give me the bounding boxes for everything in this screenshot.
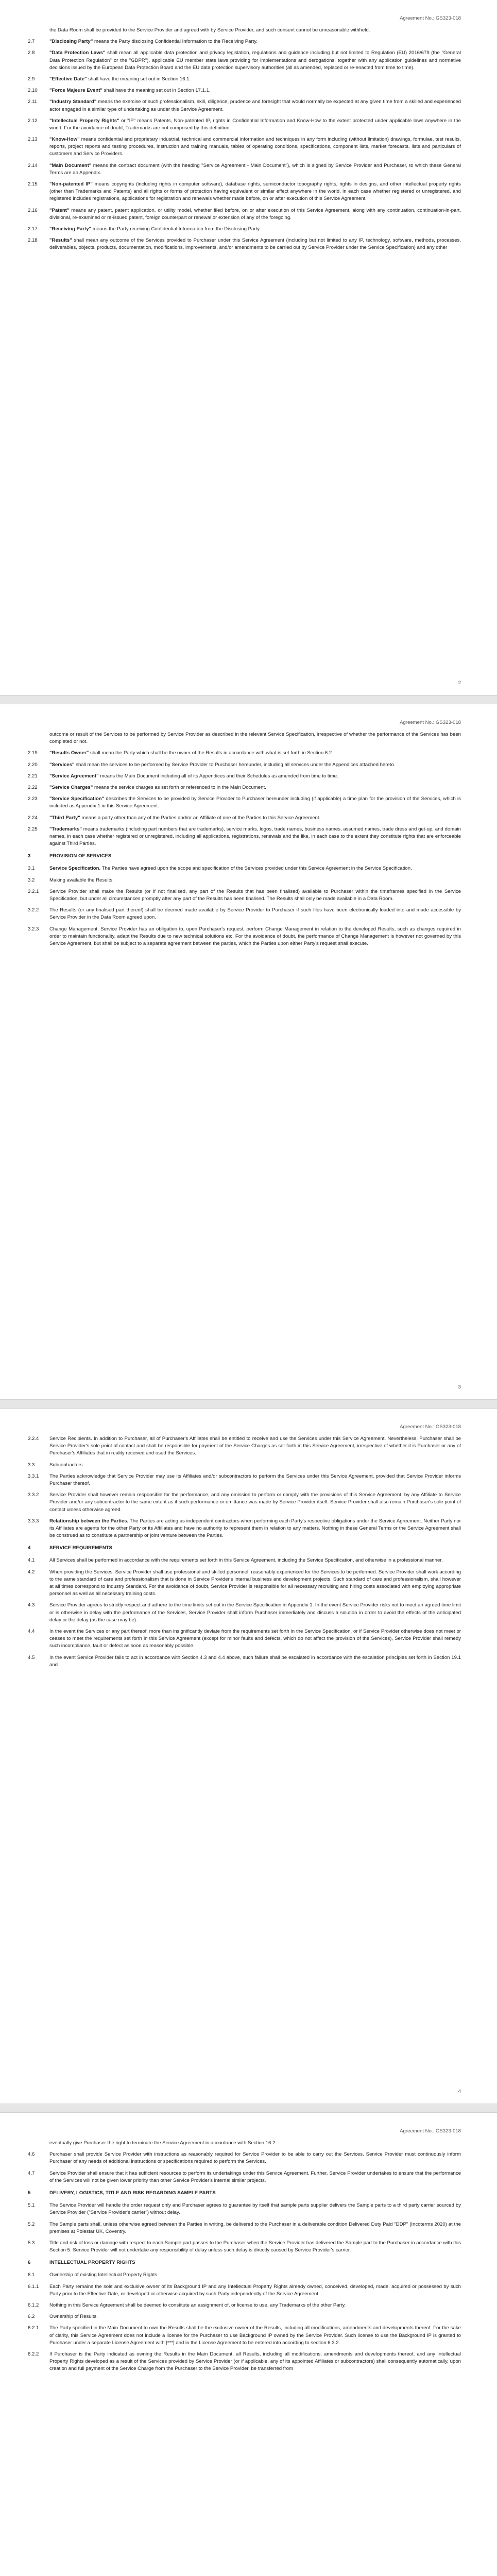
document-page [0, 704, 497, 1399]
clause-body: eventually give Purchaser the right to terminate the Service Agreement in accordance with Section 16.2. [49, 2140, 277, 2146]
clause-number: 2.8 [28, 50, 35, 56]
clause-number: 3.3.1 [28, 1473, 39, 1479]
clause-number: 2.15 [28, 181, 38, 187]
page-number: 4 [458, 2089, 461, 2094]
clause-body: outcome or result of the Services to be performed by Service Provider as described in the relevant Service Specification, irrespective of whether the performance of the Services has been completed or not. [49, 732, 461, 745]
clause [28, 1628, 461, 1650]
clause-text [49, 761, 461, 769]
clause-text [49, 117, 461, 132]
clause-number: 6.1 [28, 2272, 35, 2278]
clause-body: means the contract document (with the heading "Service Agreement - Main Document"), which is signed by Service Provider and Purchaser, to which these General Terms are an Appendix. [49, 162, 461, 176]
defined-term: "Trademarks" [49, 826, 82, 832]
defined-term: "Service Charges" [49, 784, 93, 790]
clause-number: 3.1 [28, 866, 35, 872]
section-heading [28, 2190, 461, 2197]
page-separator [0, 1399, 497, 1409]
clause-number: 3.2.3 [28, 926, 39, 932]
clause-body: When providing the Services, Service Provider shall use professional and skilled personnel, reasonably experienced for the Services to be performed. Service Provider shall work according to the same standard of care and professionalism that is done in Service Provider's internal business and development projects. Such standard of care and professionalism, shall however at all times correspond to Industry Standard. For the avoidance of doubt, Service Provider is responsible for all necessary recruiting and hiring costs associated with employing appropriate personnel as well as all necessary training costs. [49, 1569, 461, 1597]
defined-term: "Industry Standard" [49, 99, 97, 105]
clause-text [49, 87, 461, 94]
clause-body: means the service charges as set forth or referenced to in the Main Document. [93, 784, 266, 790]
clause [28, 795, 461, 810]
page-separator [0, 695, 497, 704]
clause-text [49, 181, 461, 203]
defined-term: Relationship between the Parties. [49, 1518, 129, 1524]
clause-body: SERVICE REQUIREMENTS [49, 1545, 112, 1551]
clause-number: 6.1.2 [28, 2302, 39, 2308]
clause-number: 6.2 [28, 2314, 35, 2320]
document-page [0, 2113, 497, 2576]
clause-text [49, 2259, 461, 2266]
clause-body: the Data Room shall be provided to the Service Provider and agreed with by Service Provider, and such consent cannot be unreasonable withheld. [49, 27, 370, 33]
clause-number: 2.9 [28, 76, 35, 82]
clause-text [49, 1557, 461, 1564]
page-separator [0, 2104, 497, 2113]
clause [28, 731, 461, 745]
clause-body: shall mean the services to be performed by Service Provider to Purchaser hereunder, including all services under the Appendices attached hereto. [74, 761, 396, 768]
clause-number: 3 [28, 853, 31, 859]
clause-body: In the event Service Provider fails to act in accordance with Section 4.3 and 4.4 above, such failure shall be escalated in accordance with the escalation principles set forth in Section 19.1 and [49, 1654, 461, 1668]
defined-term: Service Specification. [49, 866, 101, 872]
clause-body: Service Recipients. In addition to Purchaser, all of Purchaser's Affiliates shall be entitled to receive and use the Services under this Service Agreement. Nevertheless, Purchaser shall be Service Provider's sole point of contact and shall be responsible for payment of the Service Charges as set forth in this Service Agreement, irrespective of whether it is Purchaser or any of Purchaser's Affiliates that in reality received and used the Services. [49, 1436, 461, 1456]
clause-text [49, 49, 461, 72]
clause-text [49, 162, 461, 177]
clause-body: The Parties have agreed upon the scope and specification of the Services provided under this Service Agreement in the Service Specification. [100, 866, 412, 872]
clause-number: 4.7 [28, 2170, 35, 2176]
clause [28, 865, 461, 872]
clause [28, 2283, 461, 2298]
page-number: 2 [458, 680, 461, 686]
defined-term: "Service Specification" [49, 796, 105, 802]
defined-term: "Know-How" [49, 137, 80, 143]
clause-text [49, 784, 461, 791]
clause-number: 4.6 [28, 2151, 35, 2158]
document-page [0, 0, 497, 695]
defined-term: "Non-patented IP" [49, 181, 93, 187]
clause [28, 2351, 461, 2373]
clause-body: The Party specified in the Main Document to own the Results shall be the exclusive owner of the Results, including all modifications, amendments and developments thereof. For the sake of clarity, this Service Agreement does not include a license for the Purchaser to use Background IP owned by the Service Provider. Such license to use the Background IP is granted to Purchaser under a separate License Agreement with [***] and in the License Agreement to be entered into according to section 6.3.2. [49, 2325, 461, 2346]
clause-body: shall mean the Party which shall be the owner of the Results in accordance with what is set forth in Section 6.2. [89, 750, 333, 756]
clause-text [49, 1473, 461, 1487]
clause-text [49, 1569, 461, 1598]
clause-body: means confidential and proprietary industrial, technical and commercial information and techniques in any form including (without limitation) drawings, formulae, test results, reports, project reports and testing procedures, instruction and training manuals, tables of operating conditions, specifications, component lists, market forecasts, lists and particulars of customers and Service Providers. [49, 137, 461, 157]
clause [28, 926, 461, 948]
clause-body: Purchaser shall provide Service Provider with instructions as reasonably required for Service Provider to be able to carry out the Services. Service Provider must continuously inform Purchaser of any needs of additional instructions or specifications required to perform the Services. [49, 2151, 461, 2165]
page-content [28, 731, 461, 952]
clause-body: The Parties acknowledge that Service Provider may use its Affiliates and/or subcontractors to perform the Services under this Service Agreement, provided that Service Provider informs Purchaser thereof. [49, 1473, 461, 1486]
defined-term: "Intellectual Property Rights" [49, 117, 119, 124]
agreement-reference: Agreement No.: GS323-018 [400, 1424, 461, 1430]
clause [28, 877, 461, 884]
clause-body: means a party other than any of the Parties and/or an Affiliate of one of the Parties to this Service Agreement. [80, 815, 321, 821]
clause-number: 5 [28, 2190, 31, 2196]
clause-number: 6.2.1 [28, 2325, 39, 2331]
clause-text [49, 1602, 461, 1624]
clause-body: or "IP" means Patents, Non-patented IP, rights in Confidential Information and Know-How to the extent protected under applicable laws anywhere in the world. For the avoidance of doubt, Trademarks are not comprised by this definition. [49, 117, 461, 131]
defined-term: "Results Owner" [49, 750, 89, 756]
clause-text [49, 76, 461, 83]
clause-text [49, 907, 461, 921]
clause-text [49, 2140, 461, 2147]
clause-text [49, 853, 461, 860]
clause-number: 6 [28, 2260, 31, 2266]
clause-body: Change Management. Service Provider has an obligation to, upon Purchaser's request, perform Change Management in relation to the developed Results, such as changes required in order to maintain functionality, adapt the Results due to new technical solutions etc. For the avoidance of doubt, the performance of Change Management is however not governed by this Service Agreement, but shall be subject to a separate agreement between the parties, which the Parties upon either Party's request shall execute. [49, 926, 461, 946]
clause-body: Service Provider shall make the Results (or if not finalised, any part of the Results that has been finalised) available to Purchaser within the timeframes specified in the Service Specification, but under all circumstances promptly after any part of the Results has been finalised. The Results shall only be made available in a Data Room. [49, 888, 461, 902]
clause-body: Subcontractors. [49, 1462, 84, 1468]
clause-body: DELIVERY, LOGISTICS, TITLE AND RISK REGARDING SAMPLE PARTS [49, 2190, 216, 2196]
defined-term: "Disclosing Party" [49, 39, 93, 45]
clause-text [49, 2283, 461, 2298]
clause [28, 784, 461, 791]
clause-body: means copyrights (including rights in computer software), database rights, semiconductor topography rights, rights in designs, and other intellectual property rights (other than Trademarks and Patents) and all rights or forms of protection having equivalent or similar effect anywhere in the world, in each case whether registered or unregistered, and registered includes registrations, applications for registration and renewals whether made before, on or after execution of this Service Agreement. [49, 181, 461, 202]
clause-text [49, 2221, 461, 2235]
clause-body: describes the Services to be provided by Service Provider to Purchaser hereunder including (if applicable) a time plan for the provision of the Services, which is included as Appendix 1 in this Service Agreement. [49, 796, 461, 809]
clause-text [49, 826, 461, 848]
clause-number: 2.21 [28, 773, 38, 779]
clause-body: Service Provider agrees to strictly respect and adhere to the time limits set out in the Service Specification in Appendix 1. In the event Service Provider risks not to meet an agreed time limit or is otherwise in delay with the performance of the Services, Service Provider shall inform Purchaser immediately and discuss a solution in order to avoid the effects of the anticipated delay or the delay (as the case may be). [49, 1602, 461, 1623]
clause [28, 2140, 461, 2147]
clause-body: Ownership of Results. [49, 2314, 98, 2320]
clause-text [49, 1462, 461, 1469]
document-page [0, 1409, 497, 2104]
defined-term: "Data Protection Laws" [49, 50, 106, 56]
clause-number: 5.3 [28, 2240, 35, 2246]
clause-text [49, 1518, 461, 1540]
page-content [28, 1435, 461, 1673]
clause-number: 2.20 [28, 761, 38, 768]
agreement-reference: Agreement No.: GS323-018 [400, 720, 461, 725]
clause-number [28, 27, 49, 34]
clause-text [49, 1545, 461, 1552]
clause-text [49, 2325, 461, 2347]
clause-number: 3.3.2 [28, 1492, 39, 1498]
clause-number: 2.10 [28, 88, 38, 94]
clause-body: Title and risk of loss or damage with respect to each Sample part passes to the Purchaser when the Service Provider has delivered the Sample part to the Purchaser in accordance with this Section 5. Service Provider will not undertake any responsibility of delay unless such delay is directly caused by Service Provider's carrier. [49, 2240, 461, 2253]
defined-term: "Receiving Party" [49, 226, 92, 232]
agreement-reference: Agreement No.: GS323-018 [400, 2128, 461, 2134]
clause [28, 1602, 461, 1624]
clause-number: 2.24 [28, 815, 38, 821]
defined-term: "Patent" [49, 207, 70, 213]
clause-body: Ownership of existing Intellectual Property Rights. [49, 2272, 159, 2278]
clause-number: 4.2 [28, 1569, 35, 1575]
clause-text [49, 2302, 461, 2309]
clause-text [49, 1628, 461, 1650]
clause-body: means the Party disclosing Confidential Information to the Receiving Party. [93, 39, 258, 45]
clause-body: shall mean any outcome of the Services provided to Purchaser under this Service Agreement (including but not limited to any IP, technology, software, methods, processes, deliverables, objects, products, documentation, modifications, improvements, and/or amendments to be carried out by Service Provider under the Service Specification) and any other [49, 238, 461, 251]
clause [28, 1557, 461, 1564]
clause-number: 3.2.4 [28, 1436, 39, 1442]
clause-number: 2.18 [28, 238, 38, 244]
clause-text [49, 27, 461, 34]
clause [28, 2151, 461, 2165]
page-content [28, 27, 461, 256]
clause [28, 1462, 461, 1469]
clause-number: 4.4 [28, 1628, 35, 1634]
clause [28, 207, 461, 222]
clause-number: 6.1.1 [28, 2283, 39, 2290]
page-content [28, 2140, 461, 2377]
clause-number: 2.14 [28, 162, 38, 168]
clause-body: INTELLECTUAL PROPERTY RIGHTS [49, 2260, 135, 2266]
clause [28, 826, 461, 848]
clause-body: Service Provider shall however remain responsible for the performance, and any omission to perform or comply with the provisions of this Service Agreement, by any Affiliate to Service Provider and/or any subcontractor to the same extent as if such performance or omittance was made by Service Provider itself. Service Provider shall also remain Purchaser's sole point of contact unless otherwise agreed. [49, 1492, 461, 1513]
clause-text [49, 1492, 461, 1514]
clause-number: 3.2 [28, 877, 35, 883]
clause-number: 2.25 [28, 826, 38, 832]
clause-body: The Results (or any finalised part thereof) shall be deemed made available by Service Provider to Purchaser if such files have been electronically loaded into and made accessible by Service Provider in the Data Room agreed upon. [49, 907, 461, 921]
section-heading [28, 1545, 461, 1552]
clause-number: 6.2.2 [28, 2351, 39, 2357]
section-heading [28, 2259, 461, 2266]
clause [28, 181, 461, 203]
clause [28, 1518, 461, 1540]
clause-number: 2.22 [28, 784, 38, 790]
page-number: 3 [458, 1384, 461, 1390]
clause [28, 226, 461, 233]
clause-number: 2.16 [28, 207, 38, 213]
clause-number [28, 2140, 49, 2147]
clause-body: means the exercise of such professionalism, skill, diligence, prudence and foresight that would normally be expected at any given time from a skilled and experienced actor engaged in a similar type of undertaking as under this Service Agreement. [49, 99, 461, 112]
clause [28, 2221, 461, 2235]
clause-text [49, 2272, 461, 2279]
clause-text [49, 2313, 461, 2320]
clause-body: The Parties are acting as independent contractors when performing each Party's respective obligations under the Service Agreement. Neither Party nor its Affiliates are agents for the other Party or its Affiliates and have no authority to represent them in relation to any matters. Nothing in these General Terms or the Service Agreement shall be construed as to constitute a partnership or joint venture between the Parties. [49, 1518, 461, 1539]
clause-text [49, 731, 461, 745]
clause-text [49, 2170, 461, 2184]
clause-number: 5.2 [28, 2221, 35, 2227]
clause-text [49, 773, 461, 780]
clause-number: 2.7 [28, 39, 35, 45]
clause-body: All Services shall be performed in accordance with the requirements set forth in this Service Agreement, including the Service Specification, and otherwise in a professional manner. [49, 1557, 443, 1564]
clause-body: Nothing in this Service Agreement shall be deemed to constitute an assignment of, or license to use, any Trademarks of the other Party. [49, 2302, 346, 2308]
clause-text [49, 2240, 461, 2254]
clause-body: means trademarks (including part numbers that are trademarks), service marks, logos, trade names, business names, assumed names, trade dress and get-up, and domain names, in each case whether registered or unregistered, including all applications, registrations, renewals and the like, in each case to the extent they constitute rights that are enforceable against Third Parties. [49, 826, 461, 847]
clause-number: 2.19 [28, 750, 38, 756]
clause [28, 2313, 461, 2320]
clause-text [49, 795, 461, 810]
clause-number: 3.2.1 [28, 888, 39, 894]
clause [28, 117, 461, 132]
clause-number: 4.1 [28, 1557, 35, 1564]
clause-text [49, 877, 461, 884]
clause-body: PROVISION OF SERVICES [49, 853, 112, 859]
clause-text [49, 750, 461, 757]
clause-text [49, 888, 461, 903]
clause-number: 3.2.2 [28, 907, 39, 913]
clause-text [49, 226, 461, 233]
clause-text [49, 237, 461, 251]
clause [28, 162, 461, 177]
clause [28, 98, 461, 113]
defined-term: "Services" [49, 761, 75, 768]
clause-body: shall mean all applicable data protection and privacy legislation, regulations and guidance including but not limited to Regulation (EU) 2016/679 (the "General Data Protection Regulation" or the "GDPR"), applicable EU member state laws providing for implementations and derogations, together with any application guidelines and normative decisions issued by the European Data Protection Board and the EU data protection supervisory authorities (all as amended, replaced or re-enacted from time to time). [49, 50, 461, 71]
defined-term: "Service Agreement" [49, 773, 99, 779]
clause-text [49, 815, 461, 822]
agreement-reference: Agreement No.: GS323-018 [400, 15, 461, 21]
defined-term: "Effective Date" [49, 76, 87, 82]
clause-text [49, 98, 461, 113]
clause-body: In the event the Services or any part thereof, more than insignificantly deviate from the requirements set forth in the Service Specification, or if Service Provider otherwise does not meet or ceases to meet the requirements set forth in this Service Agreement (except for minor faults and defects, which do not affect the provision of the Services), Service Provider shall remedy such incompliance, fault or defect as soon as reasonably possible. [49, 1628, 461, 1649]
clause-body: The Service Provider will handle the order request only and Purchaser agrees to guarantee by itself that sample parts supplier delivers the Sample parts to a third party carrier sourced by Service Provider ("Service Provider's carrier") without delay. [49, 2202, 461, 2216]
clause [28, 888, 461, 903]
clause [28, 2325, 461, 2347]
section-heading [28, 853, 461, 860]
clause [28, 773, 461, 780]
clause-number: 3.3 [28, 1462, 35, 1468]
clause-body: means any patent, patent application, or utility model, whether filed before, on or after execution of this Service Agreement, along with any continuation, continuation-in-part, divisional, re-examined or re-issued patent, foreign counterpart or renewal or extension of any of the foregoing. [49, 207, 461, 221]
clause [28, 761, 461, 769]
clause-text [49, 926, 461, 948]
clause-body: means the Main Document including all of its Appendices and their Schedules as amended from time to time. [98, 773, 338, 779]
clause-body: shall have the meaning set out in Section 17.1.1. [102, 88, 211, 94]
clause-number: 4 [28, 1545, 31, 1551]
clause [28, 2272, 461, 2279]
clause-number: 3.3.3 [28, 1518, 39, 1524]
clause [28, 237, 461, 251]
clause [28, 2302, 461, 2309]
clause-text [49, 1435, 461, 1458]
clause-body: Each Party remains the sole and exclusive owner of its Background IP and any Intellectual Property Rights already owned, conceived, developed, made, acquired or possessed by such Party prior to the Effective Date, or developed or otherwise acquired by such Party independently of the Service Agreement. [49, 2283, 461, 2297]
clause [28, 1492, 461, 1514]
clause-body: shall have the meaning set out in Section 16.1. [87, 76, 191, 82]
clause-number: 2.17 [28, 226, 38, 232]
clause [28, 49, 461, 72]
clause-body: means the Party receiving Confidential Information from the Disclosing Party. [91, 226, 261, 232]
clause [28, 38, 461, 45]
clause-number [28, 731, 49, 745]
clause-number: 2.12 [28, 117, 38, 124]
clause [28, 907, 461, 921]
clause-number: 5.1 [28, 2202, 35, 2209]
clause-body: Service Provider shall ensure that it has sufficient resources to perform its undertakings under this Service Agreement. Further, Service Provider undertakes to ensure that the performance of the Services will not be given lower priority than other Service Provider's internal similar projects. [49, 2170, 461, 2183]
clause-number: 2.13 [28, 137, 38, 143]
clause [28, 136, 461, 158]
clause [28, 1654, 461, 1669]
clause-text [49, 1654, 461, 1669]
clause-body: Making available the Results. [49, 877, 114, 883]
clause [28, 76, 461, 83]
clause [28, 1435, 461, 1458]
defined-term: "Third Party" [49, 815, 80, 821]
clause-text [49, 136, 461, 158]
clause [28, 2170, 461, 2184]
clause-text [49, 865, 461, 872]
clause-text [49, 207, 461, 222]
clause [28, 750, 461, 757]
clause [28, 1473, 461, 1487]
clause [28, 1569, 461, 1598]
clause [28, 2240, 461, 2254]
clause-number: 4.3 [28, 1602, 35, 1608]
clause [28, 2202, 461, 2216]
clause-text [49, 2151, 461, 2165]
clause [28, 815, 461, 822]
clause-text [49, 2202, 461, 2216]
clause [28, 87, 461, 94]
clause-number: 2.11 [28, 99, 37, 105]
clause-body: If Purchaser is the Party indicated as owning the Results in the Main Document, all Results, including all modifications, amendments and developments thereof, and any Intellectual Property Rights developed as a result of the Services provided by Service Provider (or if applicable, any of its appointed Affiliates or subcontractors) shall consequently automatically, upon creation and full payment of the Service Charge from the Purchaser to the Service Provider, be transferred from [49, 2351, 461, 2372]
clause-number: 2.23 [28, 796, 38, 802]
defined-term: "Force Majeure Event" [49, 88, 102, 94]
defined-term: "Main Document" [49, 162, 92, 168]
clause-text [49, 2351, 461, 2373]
clause-number: 4.5 [28, 1654, 35, 1660]
clause-body: The Sample parts shall, unless otherwise agreed between the Parties in writing, be delivered to the Purchaser in a deliverable condition Delivered Duty Paid "DDP" (Incoterms 2020) at the premises at Polestar UK, Coventry. [49, 2221, 461, 2234]
clause [28, 27, 461, 34]
clause-text [49, 2190, 461, 2197]
clause-text [49, 38, 461, 45]
defined-term: "Results" [49, 238, 72, 244]
